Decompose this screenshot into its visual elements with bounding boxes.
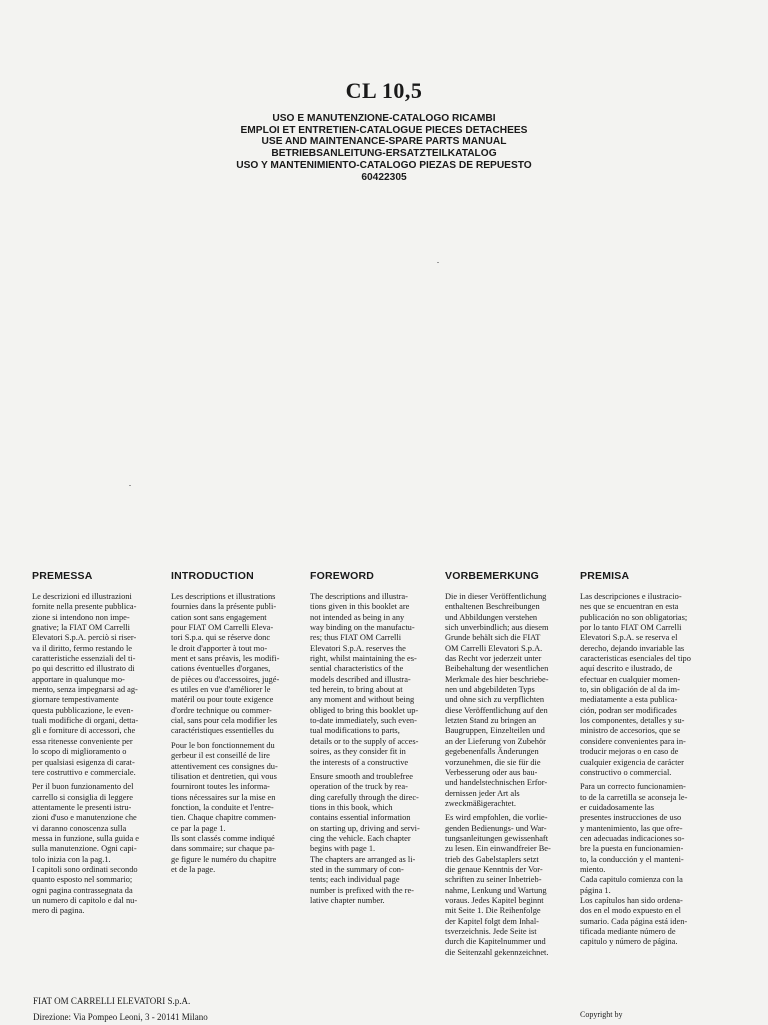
subtitle-line: BETRIEBSANLEITUNG-ERSATZTEILKATALOG [271, 148, 497, 160]
scan-speck [437, 262, 439, 263]
column-german [445, 570, 577, 962]
column-paragraph: Es wird empfohlen, die vorlie- genden Bedienungs- und War- tungsanleitungen gewissenhaft zu lesen. Ein einwandfreier Be- trieb des Gabelstaplers setzt die genaue Kenntnis der Vor- schriften zu seiner Inbetrieb- nahme, Lenkung und Wartung voraus. Jedes Kapitel beginnt mit Seite 1. Die Reihenfolge der Kapitel folgt dem Inhal- tsverzeichnis. Jede Seite ist durch die Kapitelnummer und die Seitenzahl gekennzeichnet. [445, 813, 551, 957]
subtitle-block [0, 113, 768, 183]
part-number: 60422305 [361, 171, 407, 183]
subtitle-line: USO E MANUTENZIONE-CATALOGO RICAMBI [272, 113, 496, 124]
company-name: FIAT OM CARRELLI ELEVATORI S.p.A. [33, 996, 191, 1006]
scan-speck [129, 485, 131, 486]
column-paragraph: Pour le bon fonctionnement du gerbeur il est conseillé de lire attentivement ces consignes du- tilisation et dentretien, qui vous fourniront toutes les informa- tions nécessaires sur la mise en fonction, la conduite et l'entre- tien. Chaque chapitre commen- ce par la page 1. Ils sont classés comme indiqué dans sommaire; sur chaque pa- ge figure le numéro du chapitre et de la page. [171, 740, 278, 874]
subtitle-line: USO Y MANTENIMIENTO-CATALOGO PIEZAS DE REPUESTO [236, 159, 532, 171]
column-english [310, 570, 442, 910]
column-heading: PREMESSA [32, 570, 93, 582]
column-paragraph: Per il buon funzionamento del carrello si consiglia di leggere attentamente le presenti istru- zioni d'uso e manutenzione che vi daranno conoscenza sulla messa in funzione, sulla guida e sulla manutenzione. Ogni capi- tolo inizia con la pag.1. I capitoli sono ordinati secondo quanto esposto nel sommario; ogni pagina contrassegnata da un numero di capitolo e dal nu- mero di pagina. [32, 782, 139, 916]
column-heading: VORBEMERKUNG [445, 570, 539, 582]
column-heading: FOREWORD [310, 570, 375, 582]
copyright-notice: Copyright by [580, 1010, 623, 1019]
column-spanish [580, 570, 720, 952]
column-heading: INTRODUCTION [171, 570, 254, 582]
column-heading: PREMISA [580, 570, 630, 582]
column-paragraph: Die in dieser Veröffentlichung enthaltenen Beschreibungen und Abbildungen verstehen sich unverbindlich; aus diesem Grunde behält sich die FIAT OM Carrelli Elevatori S.p.A. das Recht vor jederzeit unter Beibehaltung der wesentlichen Merkmale des hier beschriebe- nen und abgebildeten Typs und ohne sich zu verpflichten diese Veröffentlichung auf den letzten Stand zu bringen an Baugruppen, Einzelteilen und an der Lieferung von Zubehör gegebenenfalls Änderungen vorzunehmen, die sie für die Verbesserung oder aus bau- und handelstechnischen Erfor- dernissen jeder Art als zweckmäßigerachtet. [445, 592, 549, 808]
subtitle-line: EMPLOI ET ENTRETIEN-CATALOGUE PIECES DETACHEES [240, 124, 528, 136]
column-paragraph: Le descrizioni ed illustrazioni fornite nella presente pubblica- zione si intendono non impe- gnative; la FIAT OM Carrelli Elevatori S.p.A. perciò si riser- va il diritto, fermo restando le caratteristiche essenziali del ti- po qui descritto ed illustrato di apportare in qualunque mo- mento, senza impegnarsi ad ag- giornare tempestivamente questa pubblicazione, le even- tuali modifiche di organi, detta- gli e forniture di accessori, che essa ritenesse conveniente per lo scopo di miglioramento o per qualsiasi esigenza di carat- tere costruttivo e commerciale. [32, 592, 139, 777]
document-title: CL 10,5 [345, 78, 423, 103]
subtitle-line: USE AND MAINTENANCE-SPARE PARTS MANUAL [261, 136, 507, 148]
column-french [171, 570, 303, 879]
column-paragraph: Las descripciones e ilustracio- nes que se encuentran en esta publicación no son obligatorias; por lo tanto FIAT OM Carrelli Elevatori S.p.A. se reserva el derecho, dejando invariable las caracteristicas esenciales del tipo aquí descrito e ilustrado, de efectuar en cualquier momen- to, sin obligación de al da im- mediatamente a esta publica- ción, podran ser modificades los componentes, detalles y su- ministro de accesorios, que se considere convenientes para in- troducir mejoras o en caso de cualquier exigencia de carácter constructivo o commercial. [580, 592, 691, 777]
column-paragraph: Les descriptions et illustrations fournies dans la présente publi- cation sont sans engagement pour FIAT OM Carrelli Eleva- tori S.p.a. qui se réserve donc le droit d'apporter à tout mo- ment et sans préavis, les modifi- cations éventuelles d'organes, de pièces ou d'accessoires, jugé- es utiles en vue d'améliorer le matéril ou pour toute exigence d'ordre technique ou commer- cial, sans pour cela modifier les caractéristiques essentielles du [171, 592, 280, 736]
footer-company-block [33, 993, 208, 1025]
column-paragraph: Ensure smooth and troublefree operation of the truck by rea- ding carefully through the direc- tions in this book, which contains essential information on starting up, driving and servi- cing the vehicle. Each chapter begins with page 1. The chapters are arranged as li- sted in the summary of con- tents; each individual page number is prefixed with the re- lative chapter number. [310, 771, 420, 905]
column-paragraph: The descriptions and illustra- tions given in this booklet are not intended as being in any way binding on the manufactu- res; thus FIAT OM Carrelli Elevatori S.p.A. reserves the right, whilst maintaining the es- sential characteristics of the models described and illustra- ted herein, to bring about at any moment and without being obliged to bring this booklet up- to-date immediately, such even- tual modifications to parts, details or to the supply of acces- soires, as they consider fit in the interests of a constructive [310, 592, 419, 767]
column-italian [32, 570, 164, 921]
column-paragraph: Para un correcto funcionamien- to de la carretilla se aconseja le- er cuidadosamente las presentes instrucciones de uso y mantenimiento, las que ofre- cen adecuadas indicaciones so- bre la puesta en funcionamien- to, la conducción y el manteni- miento. Cada capitulo comienza con la página 1. Los capítulos han sido ordena- dos en el modo expuesto en el sumario. Cada página está iden- tificada mediante número de capitulo y número de página. [580, 782, 688, 947]
company-address: Direzione: Via Pompeo Leoni, 3 - 20141 Milano [33, 1012, 208, 1022]
